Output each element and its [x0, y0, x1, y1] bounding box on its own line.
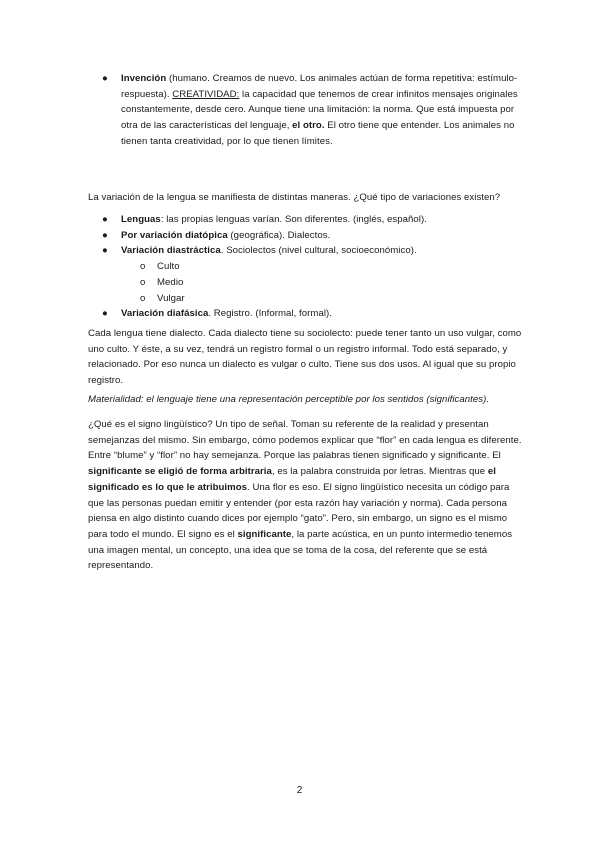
term-diatopica: Por variación diatópica	[121, 229, 228, 241]
signo-bold-1: significante se eligió de forma arbitraria	[88, 466, 272, 478]
bullet-invencion	[100, 71, 520, 150]
intro-paragraph: La variación de la lengua se manifiesta de distintas maneras. ¿Qué tipo de variaciones existen?	[88, 192, 501, 203]
dialecto-paragraph: Cada lengua tiene dialecto. Cada dialecto tiene su sociolecto: puede tener tanto un uso vulgar, como uno culto. Y éste, a su vez, tendrá un registro formal o un registro informal. Todo está separado, y relacionado. Por eso nunca un dialecto es vulgar o culto. Tiene sus dos usos. Al igual que su propio registro.	[88, 328, 522, 387]
signo-text-3: . Una flor es eso. El signo lingüístico necesita un código para que las personas puedan emitir y entender (por esta razón hay variación y norma). Cada persona piensa en algo distinto cuando dices por ejemplo “gato”. Pero, sin embargo, un signo es el mismo para todo el mundo. El signo es el	[88, 481, 510, 540]
sublist-item	[100, 275, 520, 291]
sublist-item	[100, 259, 520, 275]
circle-bullet-icon: o	[140, 276, 146, 288]
list-item-diatopica	[100, 228, 520, 244]
bullet-dot-icon: ●	[102, 214, 108, 225]
signo-text-1: ¿Qué es el signo lingüístico? Un tipo de señal. Toman su referente de la realidad y presentan semejanzas del mismo. Sin embargo, cómo podemos explicar que “flor” en cada lengua es diferente. Entre “blume” y “flor” no hay semejanza. Porque las palabras tienen significado y significante. El	[88, 419, 522, 462]
signo-bold-3: significante	[237, 528, 292, 540]
term-el-otro: el otro.	[292, 120, 325, 132]
term-creatividad: CREATIVIDAD:	[172, 88, 240, 100]
lenguas-text: : las propias lenguas varían. Son diferentes. (inglés, español).	[160, 214, 427, 225]
invencion-text-2: la capacidad que tenemos de crear infinitos mensajes originales constantemente, desde cero. Aunque tiene una limitación: la norma. Que está impuesta por otra de las características del lenguaje,	[121, 88, 518, 132]
signo-paragraph	[88, 417, 523, 574]
diafasica-text: . Registro. (Informal, formal).	[208, 308, 332, 320]
circle-bullet-icon: o	[140, 261, 146, 273]
sublevel-culto: Culto	[157, 261, 180, 273]
diatopica-text: (geográfica). Dialectos.	[227, 229, 331, 241]
diastratica-text: . Sociolectos (nivel cultural, socioeconómico).	[220, 245, 417, 257]
sublevel-medio: Medio	[157, 276, 184, 288]
variations-list	[100, 212, 520, 322]
list-item-lenguas	[100, 212, 520, 228]
bullet-dot-icon: ●	[102, 229, 108, 241]
sublevel-vulgar: Vulgar	[157, 292, 185, 304]
invencion-text-3: El otro tiene que entender. Los animales no tienen tanta creatividad, por lo que tienen límites.	[121, 120, 515, 147]
term-lenguas: Lenguas	[121, 214, 161, 225]
invencion-text-1: (humano. Creamos de nuevo. Los animales actúan de forma repetitiva: estímulo-respuesta).	[121, 73, 518, 100]
invencion-text	[121, 71, 520, 150]
term-diastratica: Variación diastráctica	[121, 245, 221, 257]
bullet-dot-icon: ●	[102, 73, 108, 84]
signo-bold-2: el significado es lo que le atribuimos	[88, 466, 496, 493]
signo-text-2: , es la palabra construida por letras. Mientras que	[271, 466, 488, 478]
bullet-dot-icon: ●	[102, 245, 108, 257]
term-diafasica: Variación diafásica	[121, 308, 209, 320]
list-item-diastratica	[100, 243, 520, 259]
sublist-item	[100, 291, 520, 307]
materialidad-paragraph: Materialidad: el lenguaje tiene una representación perceptible por los sentidos (significantes).	[88, 394, 490, 405]
bullet-dot-icon: ●	[102, 308, 108, 320]
signo-text-4: , la parte acústica, en un punto intermedio tenemos una imagen mental, un concepto, una idea que se toma de la cosa, del referente que se está representando.	[88, 528, 513, 572]
page-number: 2	[296, 785, 303, 796]
circle-bullet-icon: o	[140, 292, 146, 304]
term-invencion: Invención	[121, 73, 167, 84]
list-item-diafasica	[100, 306, 520, 322]
